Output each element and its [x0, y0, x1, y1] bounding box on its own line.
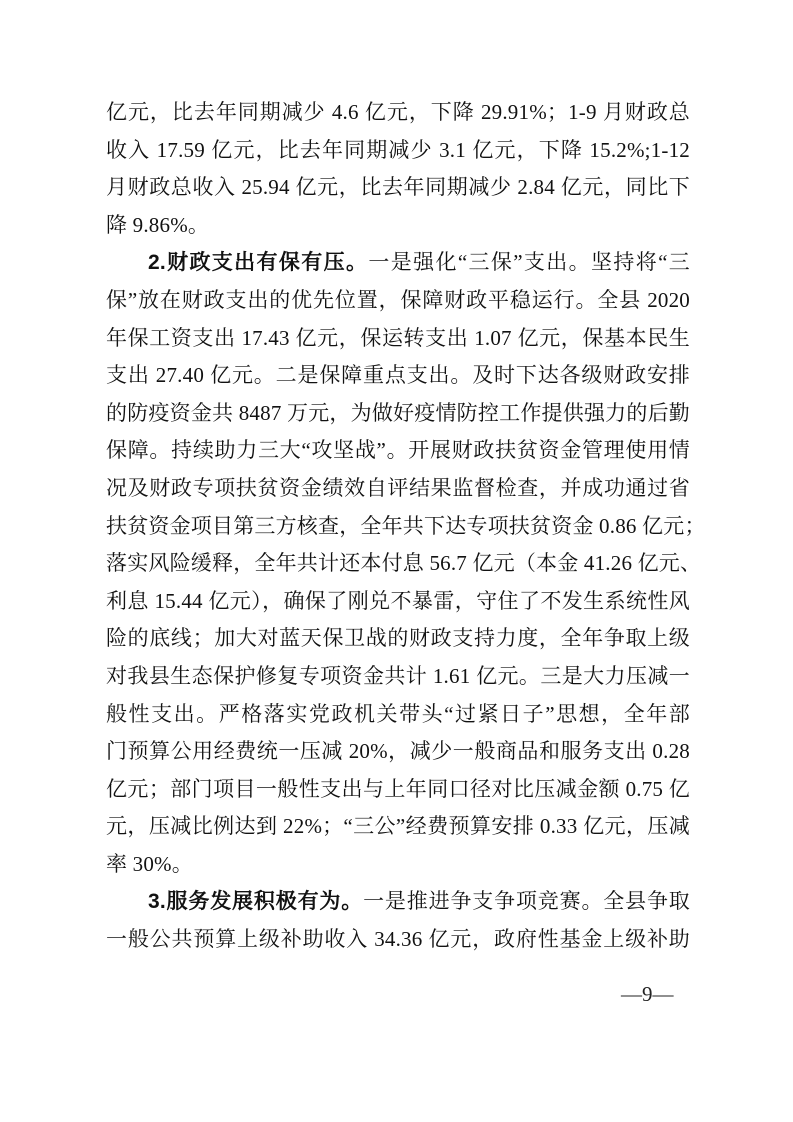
text-segment: 年保工资支出 17.43 亿元，保运转支出 1.07 亿元，保基本民生 — [106, 325, 690, 350]
text-segment: 保”放在财政支出的优先位置，保障财政平稳运行。全县 2020 — [106, 287, 690, 312]
text-line — [106, 94, 690, 132]
text-line — [106, 771, 690, 809]
text-segment: 利息 15.44 亿元），确保了刚兑不暴雷，守住了不发生系统性风 — [106, 588, 690, 613]
text-segment: 一是强化“三保”支出。坚持将“三 — [368, 250, 690, 275]
text-line — [106, 282, 690, 320]
text-line — [106, 169, 690, 207]
text-segment: 一般公共预算上级补助收入 34.36 亿元，政府性基金上级补助 — [106, 927, 690, 952]
text-segment: 元，压减比例达到 22%；“三公”经费预算安排 0.33 亿元，压减 — [106, 814, 690, 839]
text-line — [106, 432, 690, 470]
heading-segment: 2.财政支出有保有压。 — [148, 251, 369, 275]
text-line — [106, 658, 690, 696]
text-line — [106, 620, 690, 658]
text-segment: 亿元，比去年同期减少 4.6 亿元，下降 29.91%；1-9 月财政总 — [106, 100, 690, 124]
text-line — [106, 921, 690, 959]
text-line — [106, 696, 690, 734]
text-block — [106, 94, 706, 959]
text-segment: 般性支出。严格落实党政机关带头“过紧日子”思想，全年部 — [106, 701, 690, 726]
text-line — [106, 808, 690, 846]
text-segment: 一是推进争支争项竞赛。全县争取 — [363, 889, 691, 914]
text-segment: 门预算公用经费统一压减 20%，减少一般商品和服务支出 0.28 — [106, 739, 690, 764]
text-line — [106, 470, 690, 508]
text-line — [106, 508, 706, 546]
text-segment: 收入 17.59 亿元，比去年同期减少 3.1 亿元，下降 15.2%;1-12 — [106, 137, 690, 162]
text-line — [106, 357, 690, 395]
text-line — [106, 320, 690, 358]
text-segment: 降 9.86%。 — [106, 212, 210, 237]
text-line — [106, 207, 690, 245]
page-number: —9— — [621, 982, 674, 1006]
text-segment: 扶贫资金项目第三方核查，全年共下达专项扶贫资金 0.86 亿元； — [106, 513, 706, 538]
text-segment: 险的底线；加大对蓝天保卫战的财政支持力度，全年争取上级 — [106, 626, 690, 651]
text-segment: 落实风险缓释，全年共计还本付息 56.7 亿元（本金 41.26 亿元、 — [106, 551, 702, 576]
text-line — [106, 846, 690, 884]
text-segment: 对我县生态保护修复专项资金共计 1.61 亿元。三是大力压减一 — [106, 663, 690, 688]
text-segment: 率 30%。 — [106, 851, 193, 876]
text-line — [106, 244, 690, 282]
text-line — [106, 545, 702, 583]
text-segment: 的防疫资金共 8487 万元，为做好疫情防控工作提供强力的后勤 — [106, 400, 690, 425]
text-segment: 况及财政专项扶贫资金绩效自评结果监督检查，并成功通过省 — [106, 475, 690, 500]
text-segment: 支出 27.40 亿元。二是保障重点支出。及时下达各级财政安排 — [106, 363, 690, 388]
text-line — [106, 132, 690, 170]
text-line — [106, 883, 690, 921]
text-line — [106, 395, 690, 433]
text-segment: 月财政总收入 25.94 亿元，比去年同期减少 2.84 亿元，同比下 — [106, 175, 690, 200]
text-line — [106, 583, 690, 621]
heading-segment: 3.服务发展积极有为。 — [148, 890, 364, 914]
text-segment: 亿元；部门项目一般性支出与上年同口径对比压减金额 0.75 亿 — [106, 776, 690, 801]
text-segment: 保障。持续助力三大“攻坚战”。开展财政扶贫资金管理使用情 — [106, 438, 690, 463]
text-line — [106, 733, 690, 771]
